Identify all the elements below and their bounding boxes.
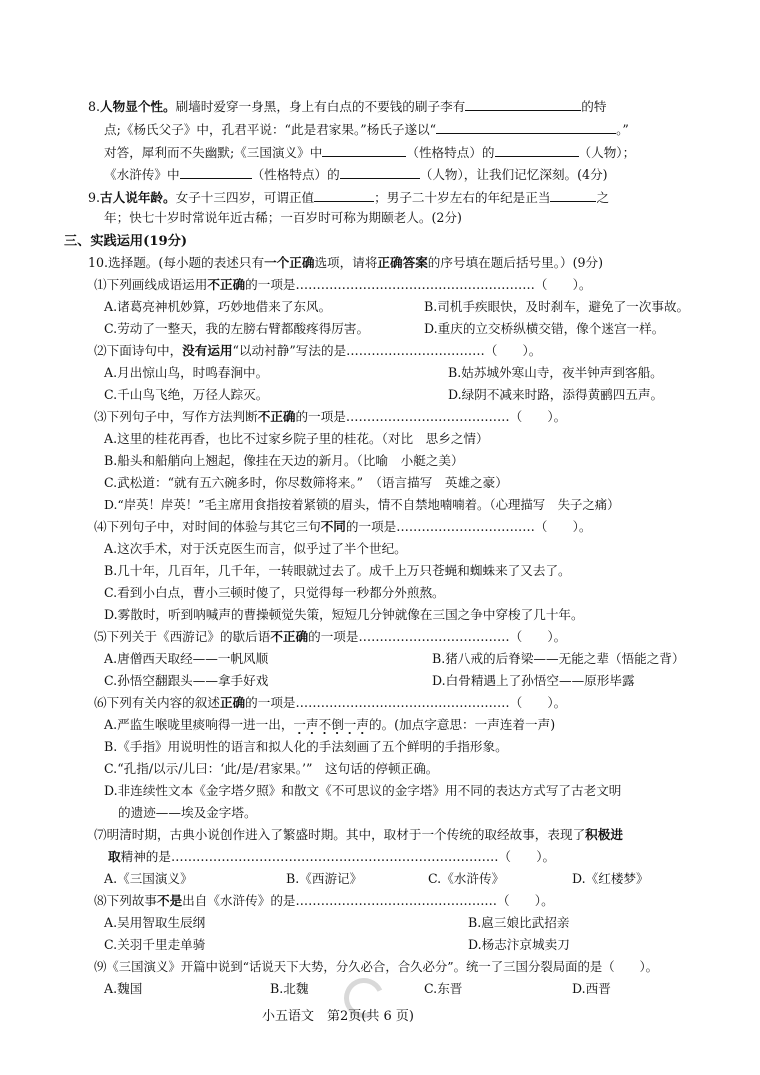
dotted-phrase: 一声不倒一声	[293, 717, 369, 735]
sub4-option-c[interactable]: C.看到小白点，曹小三顿时傻了，只觉得每一秒都分外煎熬。	[104, 585, 445, 600]
q8-line3	[104, 145, 635, 160]
stem-emph: 不正确	[207, 277, 246, 292]
sub3-option-a[interactable]: A.这里的桂花再香，也比不过家乡院子里的桂花。（对比 思乡之情）	[104, 431, 489, 446]
sub7-stem	[94, 829, 623, 842]
section-3-heading: 三、实践运用(19分)	[64, 234, 188, 249]
q10-intro-text: 选项，请将	[314, 255, 378, 270]
sub9-stem: ⑼《三国演义》开篇中说到“话说天下大势，分久必合，合久必分”。统一了三国分裂局面的是（ ）。	[94, 959, 659, 974]
sub6-option-d[interactable]: D.非连续性文本《金字塔夕照》和散文《不可思议的金字塔》用不同的表达方式写了古老文明	[104, 783, 622, 798]
q9-text: 女子十三四岁，可谓正值	[175, 190, 315, 205]
q9-number: 9.	[88, 190, 101, 205]
q10-intro	[88, 257, 603, 270]
sub8-stem	[94, 895, 554, 908]
q8-title: 人物显个性。	[100, 99, 176, 114]
sub7-option-d[interactable]: D.《红楼梦》	[572, 871, 649, 886]
q10-intro-emph: 一个正确	[264, 255, 315, 270]
q8-text: （性格特点）的	[406, 145, 495, 160]
sub8-option-b[interactable]: B.扈三娘比武招亲	[468, 915, 570, 930]
stem-text: ⑺明清时期，古典小说创作进入了繁盛时期。其中，取材于一个传统的取经故事，表现了	[94, 827, 586, 842]
sub6-option-a[interactable]	[104, 719, 555, 732]
q8-text: 刷墙时爱穿一身黑，身上有白点的不要钱的刷子李有	[175, 99, 466, 114]
sub8-option-d[interactable]: D.杨志汴京城卖刀	[468, 937, 570, 952]
stem-emph: 不是	[156, 893, 183, 908]
stem-emph: 积极进	[585, 827, 623, 842]
q9-text: 之	[596, 190, 610, 205]
sub7-option-b[interactable]: B.《西游记》	[286, 871, 363, 886]
stem-text: 的一项是……………………………………………（ ）。	[245, 695, 567, 710]
sub1-option-a[interactable]: A.诸葛亮神机妙算，巧妙地借来了东风。	[104, 299, 332, 314]
sub4-option-b[interactable]: B.几十年，几百年，几千年，一转眼就过去了。成千上万只苍蝇和蜘蛛来了又去了。	[104, 563, 571, 578]
stem-text: ⑶下列句子中，写作方法判断	[94, 409, 258, 424]
sub7-option-a[interactable]: A.《三国演义》	[104, 871, 193, 886]
stem-text: “以动衬静”写法的是……………………………（ ）。	[232, 343, 542, 358]
sub5-stem	[94, 631, 566, 644]
sub4-option-d[interactable]: D.雾散时，听到呐喊声的曹操顿觉失策，短短几分钟就像在三国之争中穿梭了几十年。	[104, 607, 584, 622]
sub1-option-b[interactable]: B.司机手疾眼快，及时刹车，避免了一次事故。	[424, 299, 690, 314]
sub6-option-c[interactable]: C.“孔指/以示/儿曰：‘此/是/君家果。’” 这句话的停顿正确。	[104, 761, 439, 776]
stem-text: ⑹下列有关内容的叙述	[94, 695, 220, 710]
sub9-option-b[interactable]: B.北魏	[270, 981, 309, 996]
sub8-option-c[interactable]: C.关羽千里走单骑	[104, 937, 206, 952]
stem-text: 的一项是…………………………………………………（ ）。	[245, 277, 592, 292]
q8-text: （人物），让我们记忆深刻。(4分)	[419, 167, 608, 182]
q8-text: （人物）；	[578, 145, 636, 160]
page-footer: 小五语文 第2页(共 6 页)	[262, 1009, 414, 1024]
stem-emph: 正确	[219, 695, 246, 710]
option-text: A.严监生喉咙里痰响得一进一出，	[104, 717, 294, 732]
sub9-option-d[interactable]: D.西晋	[572, 981, 611, 996]
q8-line1	[88, 99, 606, 114]
q8-blank-1[interactable]	[465, 99, 581, 111]
stem-text: 的一项是……………………………（ ）。	[345, 519, 592, 534]
q8-text: 点;《杨氏父子》中，孔君平说：“此是君家果。”杨氏子遂以“	[104, 122, 437, 137]
stem-emph: 不正确	[270, 629, 309, 644]
q9-blank-1[interactable]	[314, 190, 374, 202]
sub2-option-c[interactable]: C.千山鸟飞绝，万径人踪灭。	[104, 387, 269, 402]
sub4-option-a[interactable]: A.这次手术，对于沃克医生而言，似乎过了半个世纪。	[104, 541, 407, 556]
stem-text: ⑸下列关于《西游记》的歇后语	[94, 629, 271, 644]
sub6-option-b[interactable]: B.《手指》用说明性的语言和拟人化的手法刻画了五个鲜明的手指形象。	[104, 739, 508, 754]
sub3-option-c[interactable]: C.武松道：“就有五六碗多时，你尽数筛将来。” （语言描写 英雄之豪）	[104, 475, 508, 490]
sub4-stem	[94, 521, 591, 534]
sub1-stem	[94, 279, 591, 292]
q10-intro-emph: 正确答案	[377, 255, 428, 270]
stem-text: ⑴下列画线成语运用	[94, 277, 208, 292]
sub6-stem	[94, 697, 566, 710]
q8-text: 。”	[616, 122, 629, 137]
sub5-option-b[interactable]: B.猪八戒的后脊梁——无能之辈（悟能之背）	[432, 651, 685, 666]
q8-text: 对答，犀利而不失幽默;《三国演义》中	[104, 145, 323, 160]
sub2-option-a[interactable]: A.月出惊山鸟，时鸣春涧中。	[104, 365, 269, 380]
sub3-option-b[interactable]: B.船头和船艄向上翘起，像挂在天边的新月。（比喻 小艇之美）	[104, 453, 464, 468]
q8-text: 的特	[581, 99, 607, 114]
sub7-stem-cont	[108, 851, 555, 864]
stem-emph: 没有运用	[182, 343, 233, 358]
stem-text: ⑷下列句子中，对时间的体验与其它三句	[94, 519, 321, 534]
sub2-stem	[94, 345, 541, 358]
stem-emph: 不同	[320, 519, 346, 534]
q9-line2: 年；快七十岁时常说年近古稀；一百岁时可称为期颐老人。(2分)	[104, 210, 462, 225]
q10-intro-text: 10.选择题。(每小题的表述只有	[88, 255, 265, 270]
q9-line1	[88, 190, 609, 205]
sub8-option-a[interactable]: A.吴用智取生辰纲	[104, 915, 206, 930]
q9-title: 古人说年龄。	[100, 190, 176, 205]
q8-number: 8.	[88, 99, 101, 114]
sub1-option-d[interactable]: D.重庆的立交桥纵横交错，像个迷宫一样。	[424, 321, 665, 336]
stem-text: 的一项是…………………………………（ ）。	[295, 409, 567, 424]
sub5-option-d[interactable]: D.白骨精遇上了孙悟空——原形毕露	[432, 673, 635, 688]
option-text: 的。(加点字意思：一声连着一声)	[368, 717, 556, 732]
q8-line2	[104, 122, 629, 137]
sub1-option-c[interactable]: C.劳动了一整天，我的左膀右臂都酸疼得厉害。	[104, 321, 370, 336]
sub2-option-b[interactable]: B.姑苏城外寒山寺，夜半钟声到客船。	[448, 365, 663, 380]
sub9-option-c[interactable]: C.东晋	[424, 981, 463, 996]
sub9-option-a[interactable]: A.魏国	[104, 981, 143, 996]
stem-emph: 取	[108, 849, 121, 864]
stem-text: ⑵下面诗句中，	[94, 343, 183, 358]
q8-blank-5[interactable]	[180, 167, 252, 179]
stem-text: 的一项是………………………………（ ）。	[308, 629, 567, 644]
q8-line4	[104, 167, 608, 182]
q8-blank-3[interactable]	[322, 145, 406, 157]
sub5-option-a[interactable]: A.唐僧西天取经——一帆风顺	[104, 651, 269, 666]
q8-blank-6[interactable]	[340, 167, 420, 179]
q8-text: （性格特点）的	[251, 167, 340, 182]
stem-text: 出自《水浒传》的是…………………………………………（ ）。	[182, 893, 554, 908]
q9-blank-2[interactable]	[550, 190, 596, 202]
q8-blank-4[interactable]	[495, 145, 579, 157]
stem-emph: 不正确	[257, 409, 296, 424]
stem-text: ⑻下列故事	[94, 893, 157, 908]
sub3-option-d[interactable]: D.“岸英！岸英！”毛主席用食指按着紧锁的眉头，情不自禁地喃喃着。（心理描写 失子之痛）	[104, 497, 620, 512]
sub3-stem	[94, 411, 566, 424]
sub5-option-c[interactable]: C.孙悟空翻跟头——拿手好戏	[104, 673, 269, 688]
q10-intro-text: 的序号填在题后括号里。）(9分)	[427, 255, 604, 270]
sub2-option-d[interactable]: D.绿阴不减来时路，添得黄鹂四五声。	[448, 387, 664, 402]
sub6-option-d-cont: 的遗迹——埃及金字塔。	[118, 805, 257, 820]
stem-text: 精神的是……………………………………………………………………（ ）。	[120, 849, 556, 864]
q8-text: 《水浒传》中	[104, 167, 180, 182]
q8-blank-2[interactable]	[436, 122, 616, 134]
q9-text: ；男子二十岁左右的年纪是正当	[374, 190, 551, 205]
sub7-option-c[interactable]: C.《水浒传》	[428, 871, 505, 886]
